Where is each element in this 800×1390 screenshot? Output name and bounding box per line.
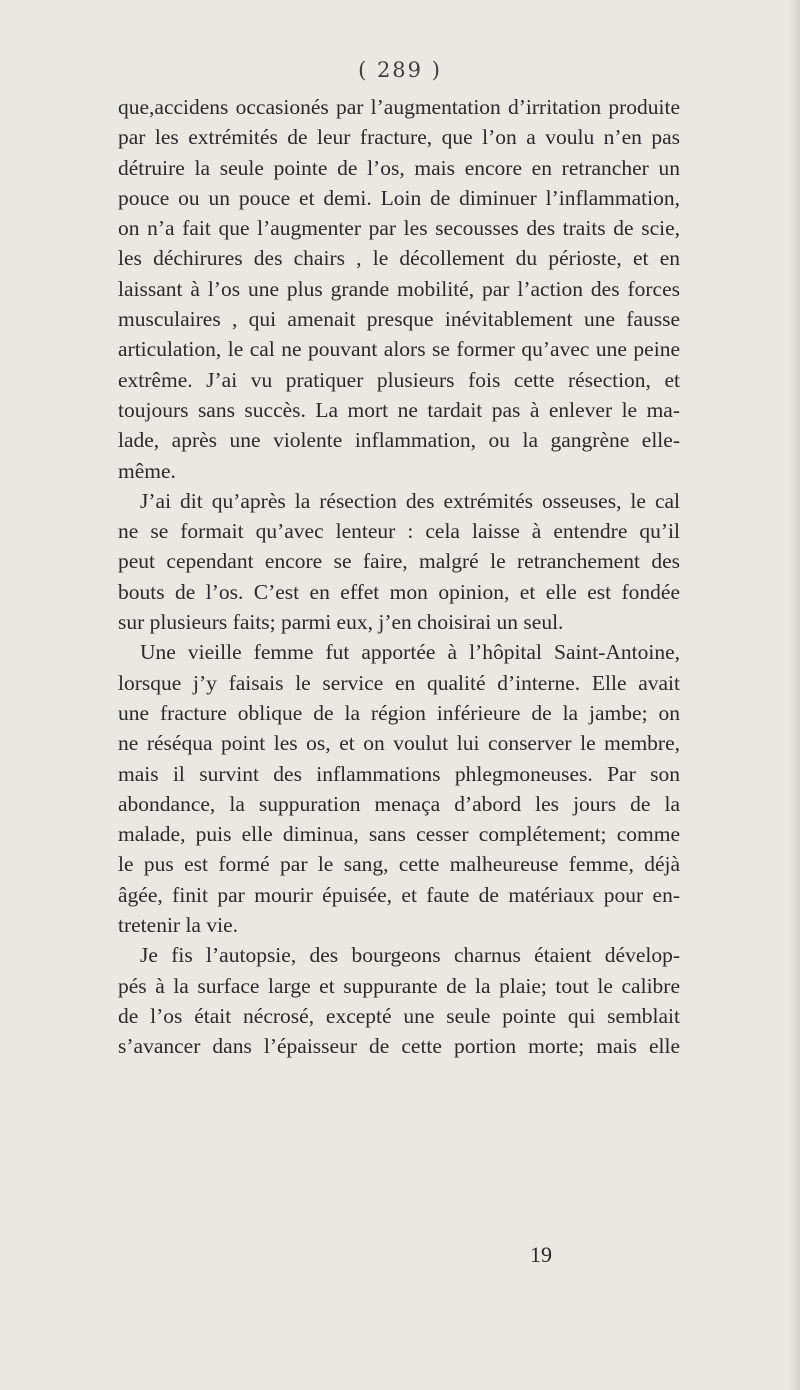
text-line: une fracture oblique de la région inférieure de la jambe; on bbox=[118, 700, 680, 725]
text-line: musculaires , qui amenait presque inévitablement une fausse bbox=[118, 307, 680, 332]
text-line: ne réséqua point les os, et on voulut lui conserver le membre, bbox=[118, 731, 680, 756]
text-line: toujours sans succès. La mort ne tardait pas à enlever le ma- bbox=[118, 397, 680, 422]
text-line: articulation, le cal ne pouvant alors se former qu’avec une peine bbox=[118, 337, 680, 362]
text-line: âgée, finit par mourir épuisée, et faute de matériaux pour en- bbox=[118, 882, 680, 907]
text-line: extrême. J’ai vu pratiquer plusieurs fois cette résection, et bbox=[118, 367, 680, 392]
text-line: Une vieille femme fut apportée à l’hôpital Saint-Antoine, bbox=[140, 640, 680, 665]
text-line: lorsque j’y faisais le service en qualité d’interne. Elle avait bbox=[118, 670, 680, 695]
text-line: malade, puis elle diminua, sans cesser complétement; comme bbox=[118, 822, 680, 847]
text-line: mais il survint des inflammations phlegmoneuses. Par son bbox=[118, 761, 680, 786]
text-line: bouts de l’os. C’est en effet mon opinion, et elle est fondée bbox=[118, 579, 680, 604]
text-line: de l’os était nécrosé, excepté une seule pointe qui semblait bbox=[118, 1003, 680, 1028]
text-line: sur plusieurs faits; parmi eux, j’en choisirai un seul. bbox=[118, 610, 564, 635]
text-line: on n’a fait que l’augmenter par les secousses des traits de scie, bbox=[118, 216, 680, 241]
text-line: abondance, la suppuration menaça d’abord les jours de la bbox=[118, 791, 680, 816]
text-line: le pus est formé par le sang, cette malheureuse femme, déjà bbox=[118, 852, 680, 877]
text-line: lade, après une violente inflammation, ou la gangrène elle- bbox=[118, 428, 680, 453]
text-line: pés à la surface large et suppurante de la plaie; tout le calibre bbox=[118, 973, 680, 998]
text-line: ne se formait qu’avec lenteur : cela laisse à entendre qu’il bbox=[118, 519, 680, 544]
signature-mark: 19 bbox=[530, 1242, 552, 1267]
page-number: ( 289 ) bbox=[358, 58, 442, 82]
body-text bbox=[118, 92, 680, 1062]
text-line: même. bbox=[118, 458, 176, 483]
text-line: Je fis l’autopsie, des bourgeons charnus étaient dévelop- bbox=[140, 943, 680, 968]
page-edge-shadow bbox=[788, 0, 800, 1390]
text-line: détruire la seule pointe de l’os, mais encore en retrancher un bbox=[118, 155, 680, 180]
text-line: laissant à l’os une plus grande mobilité, par l’action des forces bbox=[118, 276, 680, 301]
text-line: s’avancer dans l’épaisseur de cette portion morte; mais elle bbox=[118, 1034, 680, 1059]
text-line: que,accidens occasionés par l’augmentation d’irritation produite bbox=[118, 95, 680, 119]
text-line: tretenir la vie. bbox=[118, 913, 238, 938]
text-line: J’ai dit qu’après la résection des extrémités osseuses, le cal bbox=[140, 488, 680, 513]
text-line: peut cependant encore se faire, malgré le retranchement des bbox=[118, 549, 680, 574]
text-line: pouce ou un pouce et demi. Loin de diminuer l’inflammation, bbox=[118, 185, 680, 210]
text-line: par les extrémités de leur fracture, que l’on a voulu n’en pas bbox=[118, 125, 680, 150]
text-line: les déchirures des chairs , le décollement du périoste, et en bbox=[118, 246, 680, 271]
